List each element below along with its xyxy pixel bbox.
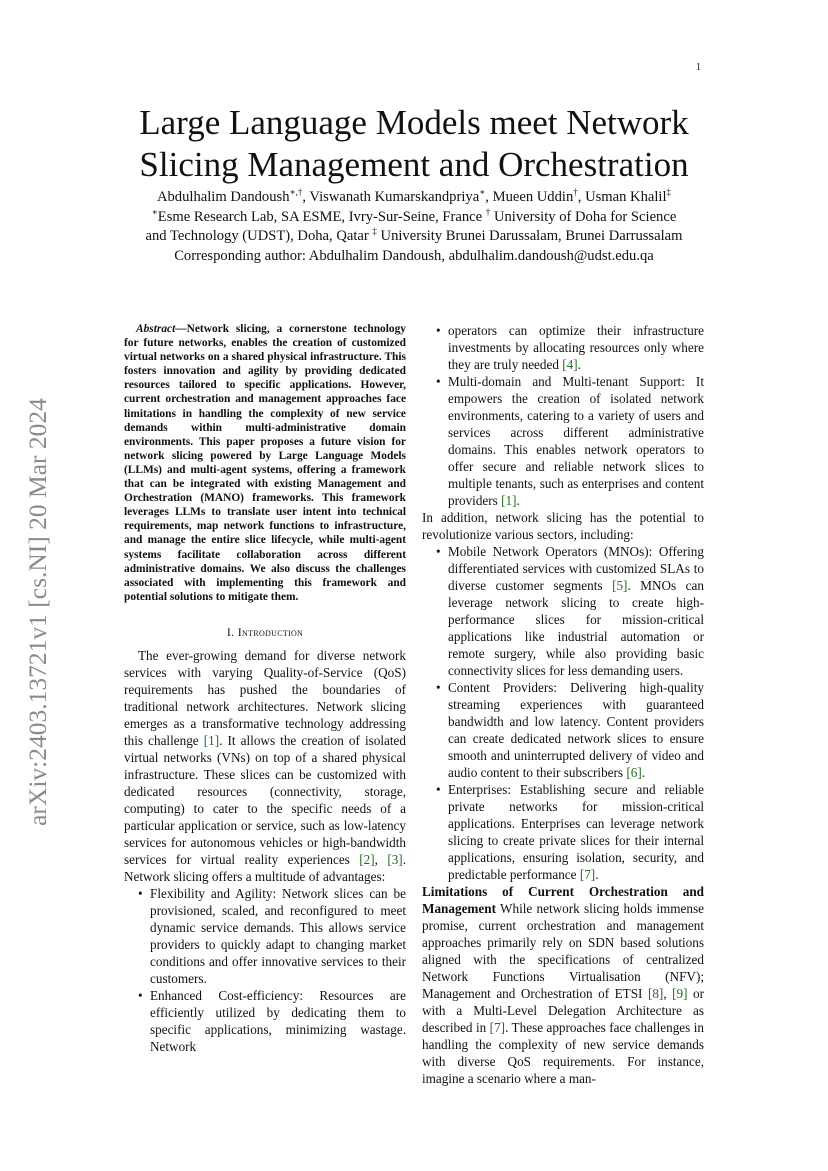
list-item — [422, 679, 704, 781]
affiliation-1: Esme Research Lab, SA ESME, Ivry-Sur-Seine, France — [157, 208, 486, 225]
affiliation-2: University of Doha for Science — [490, 208, 677, 225]
affiliation-2-cont: and Technology (UDST), Doha, Qatar — [145, 228, 373, 244]
citation-link[interactable]: [1] — [203, 732, 220, 748]
text-run: Multi-domain and Multi-tenant Support: It empowers the creation of isolated network environments, catering to a variety of users and services across different administrative domains. This enables network operators to offer secure and reliable network slices to multiple tenants, such as enterprises and content providers — [448, 374, 704, 508]
text-run: . MNOs can leverage network slicing to create high-performance slices for mission-critical applications like industrial automation or remote surgery, while also providing basic connectivity slices for less demanding users. — [448, 578, 704, 678]
citation-link[interactable]: [9] — [672, 986, 688, 1001]
citation-link[interactable]: [7] — [579, 867, 596, 882]
sectors-list — [422, 543, 704, 883]
text-run: The ever-growing demand for diverse network services with varying Quality-of-Service (QoS) requirements has pushed the boundaries of traditional network architectures. Network slicing emerges as a transformative technology addressing this challenge — [124, 647, 406, 748]
advantages-list — [124, 885, 406, 1055]
aff-2-mark: † — [485, 206, 491, 217]
abstract-label: Abstract — [136, 323, 176, 335]
limitations-heading: Limitations of Current Orchestration and Management — [422, 884, 704, 916]
citation-link[interactable]: [5] — [612, 578, 628, 593]
text-run: , — [663, 986, 673, 1001]
citation-link[interactable]: [3] — [387, 851, 403, 867]
author-block — [100, 188, 728, 266]
text-run: . It allows the creation of isolated virtual networks (VNs) on top of a shared physical infrastructure. These slices can be customized with dedicated resources (connectivity, storage, computing) to cater to the specific needs of a particular application or service, such as low-latency services for autonomous vehicles or high-bandwidth services for virtual reality experiences — [124, 732, 406, 867]
text-run: . — [577, 357, 581, 372]
advantages-list-continued — [422, 322, 704, 509]
text-run: operators can optimize their infrastructure investments by allocating resources only where they are truly needed — [448, 323, 704, 372]
citation-link[interactable]: [2] — [359, 851, 375, 867]
intro-paragraph-1 — [124, 647, 406, 885]
title-line-1: Large Language Models meet Network — [139, 103, 689, 142]
citation-link[interactable]: [4] — [562, 357, 578, 372]
aff-3-mark: ‡ — [372, 226, 377, 237]
aff-1-mark: ∗ — [151, 206, 158, 217]
list-item: • Enhanced Cost-efficiency: Resources are efficiently utilized by dedicating them to specific applications, minimizing wastage. Network — [124, 987, 406, 1055]
abstract — [124, 322, 406, 604]
section-number: I. — [226, 624, 235, 639]
text-run: Enterprises: Establishing secure and reliable private networks for mission-critical applications. Enterprises can leverage network slicing to create private slices for their internal applications, ensuring isolation, security, and predictable performance — [448, 782, 704, 882]
citation-link[interactable]: [1] — [501, 493, 517, 508]
title-line-2: Slicing Management and Orchestration — [139, 145, 689, 184]
intro-paragraph-2: In addition, network slicing has the potential to revolutionize various sectors, including: — [422, 510, 704, 542]
author-1: Abdulhalim Dandoush — [156, 189, 290, 205]
citation-link[interactable]: [7] — [489, 1020, 506, 1035]
text-run: , — [374, 851, 388, 867]
corresponding-author: Corresponding author: Abdulhalim Dandoush, abdulhalim.dandoush@udst.edu.qa — [174, 247, 654, 264]
text-run: Content Providers: Delivering high-quality streaming experiences with guaranteed bandwidth and low latency. Content providers can create dedicated network slices to ensure smooth and uninterrupted delivery of video and audio content to their subscribers — [448, 680, 704, 780]
left-column — [124, 322, 406, 1055]
author-2: , Viswanath Kumarskandpriya — [302, 189, 480, 205]
affiliation-3: University Brunei Darussalam, Brunei Darrussalam — [376, 228, 683, 244]
author-2-marks: ∗ — [479, 187, 486, 198]
paper-title — [100, 102, 728, 186]
list-item — [422, 373, 704, 509]
author-4-marks: ‡ — [666, 187, 672, 198]
abstract-text: —Network slicing, a cornerstone technology for future networks, enables the creation of customized virtual networks on a shared physical infrastructure. This fosters innovation and agility by providing dedicated resources tailored to specific applications. However, current orchestration and management approaches face limitations in handling the complexity of new service demands within multi-administrative domain environments. This paper proposes a future vision for network slicing powered by Large Language Models (LLMs) and multi-agent systems, offering a framework that can be integrated with existing Management and Orchestration (MANO) frameworks. This framework leverages LLMs to translate user intent into technical requirements, map network functions to infrastructure, and manage the entire slice lifecycle, while multi-agent systems facilitate collaboration across different administrative domains. We also discuss the challenges associated with implementing this framework and potential solutions to mitigate them. — [124, 323, 406, 603]
text-run: . — [595, 867, 599, 882]
text-run: . These approaches face challenges in handling the complexity of new service demands with diverse QoS requirements. For instance, imagine a scenario where a man- — [422, 1020, 704, 1086]
text-run: . — [641, 765, 646, 780]
author-3: , Mueen Uddin — [485, 189, 574, 205]
text-run: . — [516, 493, 520, 508]
page-number: 1 — [696, 62, 701, 73]
affiliations-line-2 — [100, 227, 728, 247]
author-3-marks: † — [573, 187, 578, 198]
arxiv-identifier-stamp: arXiv:2403.13721v1 [cs.NI] 20 Mar 2024 — [23, 398, 52, 826]
section-title: Introduction — [237, 624, 304, 639]
author-names — [100, 188, 728, 208]
section-heading-introduction — [124, 624, 406, 641]
list-item — [422, 781, 704, 883]
citation-link[interactable]: [8] — [647, 986, 664, 1001]
list-item: • Flexibility and Agility: Network slices can be provisioned, scaled, and reconfigured to meet dynamic service demands. This allows service providers to quickly adapt to changing market conditions and offer innovative services to their customers. — [124, 885, 406, 987]
limitations-paragraph — [422, 883, 704, 1087]
right-column — [422, 322, 704, 1087]
author-1-marks: ∗,† — [289, 187, 303, 198]
citation-link[interactable]: [6] — [626, 765, 642, 780]
author-4: , Usman Khalil — [577, 189, 667, 205]
text-run: . Network slicing offers a multitude of advantages: — [124, 851, 406, 884]
text-run: While network slicing holds immense promise, current orchestration and management approaches primarily rely on SDN based solutions aligned with the specifications of centralized Network Functions Virtualisation (NFV); Management and Orchestration of ETSI — [422, 901, 704, 1001]
list-item-continuation — [422, 322, 704, 373]
text-run: or with a Multi-Level Delegation Architecture as described in — [422, 986, 704, 1035]
text-run: Mobile Network Operators (MNOs): Offering differentiated services with customized SLAs to diverse customer segments — [448, 544, 704, 593]
list-item — [422, 543, 704, 679]
affiliations-line-1 — [100, 208, 728, 228]
